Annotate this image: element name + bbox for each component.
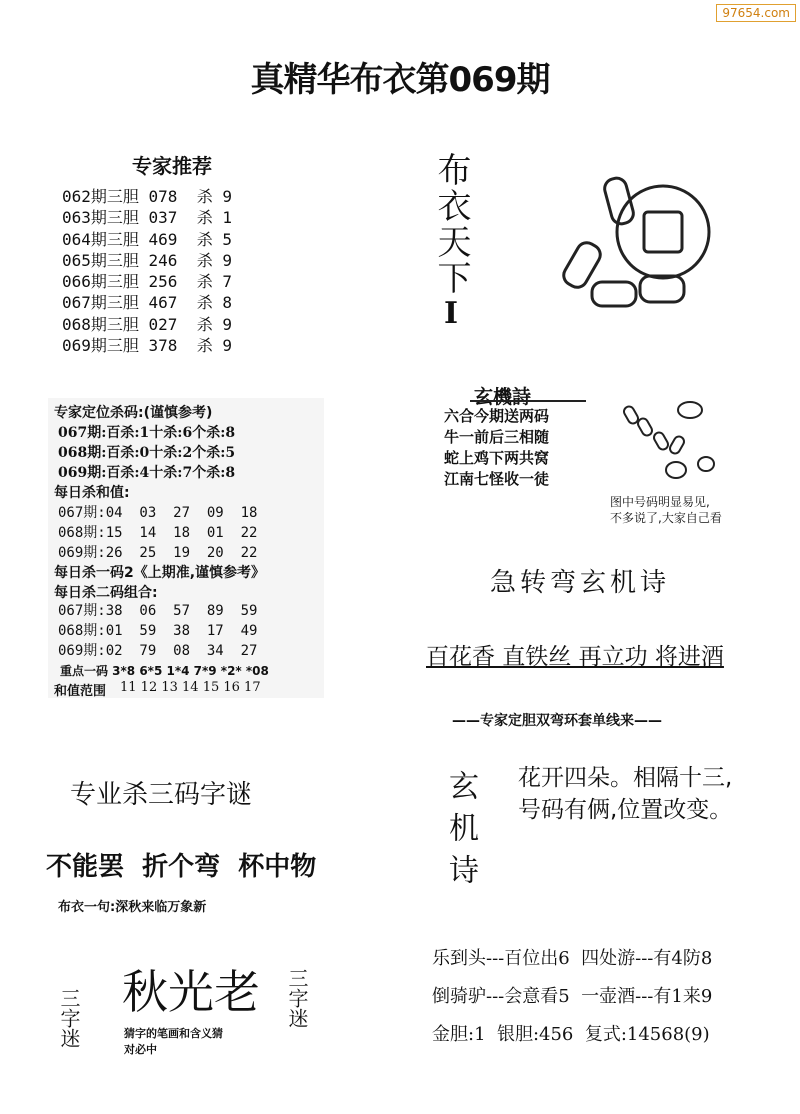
poem-line: 号码有俩,位置改变。 [518, 797, 733, 823]
riddle-side-label-right: 三字迷 [285, 968, 309, 1028]
list-item: 062期三胆 078 杀 9 [62, 187, 232, 206]
jizhuan-heading: 急转弯玄机诗 [490, 568, 671, 598]
list-item: 069期:26 25 19 20 22 [58, 545, 258, 561]
kill-one-heading: 每日杀一码2《上期准,谨慎参考》 [54, 565, 266, 581]
xuanji-poem-heading: 玄機詩 [474, 386, 532, 408]
list-item: 068期三胆 027 杀 9 [62, 314, 232, 334]
riddle-hint [124, 1026, 223, 1058]
expert-dingdan-heading: ——专家定胆双弯环套单线来—— [452, 713, 662, 729]
note-line: 图中号码明显易见, [610, 495, 710, 509]
kill-pos-heading: 专家定位杀码:(谨慎参考) [54, 405, 213, 421]
dingdan-riddles [432, 940, 712, 1054]
list-item: 065期三胆 246 杀 9 [62, 250, 232, 270]
list-item: 068期:01 59 38 17 49 [58, 623, 258, 639]
kill-three-clues: 不能罢 折个弯 杯中物 [46, 852, 317, 882]
sum-range-values: 11 12 13 14 15 16 17 [120, 680, 261, 695]
list-item: 069期:02 79 08 34 27 [58, 643, 258, 659]
dingdan-vertical: 玄机诗 [443, 770, 478, 896]
riddle-line: 金胆:1 银胆:456 复式:14568(9) [432, 1024, 710, 1045]
coin-chain-small-icon [616, 396, 736, 484]
coin-chain-icon [548, 172, 718, 320]
list-item: 067期:百杀:1十杀:6个杀:8 [58, 425, 236, 441]
jizhuan-line: 百花香 直铁丝 再立功 将进酒 [426, 644, 724, 670]
list-item: 064期三胆 469 杀 5 [62, 229, 232, 249]
list-item: 068期:15 14 18 01 22 [58, 525, 258, 541]
buyi-tianxia-suffix: I [444, 296, 459, 331]
riddle-word: 秋光老 [122, 965, 260, 1019]
list-item: 063期三胆 037 杀 1 [62, 208, 232, 228]
sum-range-label: 和值范围 [54, 684, 107, 699]
buyi-line: 布衣一句:深秋来临万象新 [58, 900, 207, 915]
site-watermark: 97654.com [716, 4, 796, 22]
heading-underline [470, 400, 586, 402]
xuanji-poem-lines [444, 406, 549, 490]
hint-line: 猜字的笔画和含义猜 [124, 1027, 223, 1040]
poem-line: 江南七怪收一徒 [444, 470, 550, 488]
kill-two-heading: 每日杀二码组合: [54, 585, 158, 601]
expert-rec-list [62, 186, 232, 356]
list-item: 067期:04 03 27 09 18 [58, 505, 258, 521]
riddle-side-label-left: 三字迷 [57, 988, 81, 1048]
daily-sum-heading: 每日杀和值: [54, 485, 130, 501]
dingdan-lines [518, 762, 732, 826]
xuanji-note [610, 494, 722, 526]
poem-line: 蛇上鸡下两共窝 [444, 449, 550, 467]
riddle-line: 倒骑驴---会意看5 一壶酒---有1来9 [432, 986, 713, 1007]
riddle-line: 乐到头---百位出6 四处游---有4防8 [432, 948, 713, 969]
list-item: 067期:38 06 57 89 59 [58, 603, 258, 619]
poem-line: 牛一前后三相随 [444, 428, 550, 446]
page-title: 真精华布衣第069期 [250, 60, 550, 100]
list-item: 068期:百杀:0十杀:2个杀:5 [58, 445, 236, 461]
kill-three-heading: 专业杀三码字谜 [70, 780, 253, 810]
poem-line: 六合今期送两码 [444, 407, 550, 425]
key-points: 重点一码 3*8 6*5 1*4 7*9 *2* *08 [60, 664, 269, 678]
list-item: 066期三胆 256 杀 7 [62, 272, 232, 292]
note-line: 不多说了,大家自己看 [610, 511, 722, 525]
hint-line: 对必中 [124, 1043, 157, 1056]
expert-rec-heading: 专家推荐 [132, 154, 212, 178]
kill-section [48, 398, 324, 698]
poem-line: 花开四朵。相隔十三, [518, 765, 733, 791]
list-item: 067期三胆 467 杀 8 [62, 293, 232, 313]
list-item: 069期:百杀:4十杀:7个杀:8 [58, 465, 236, 481]
buyi-tianxia-vertical: 布衣天下 [431, 152, 471, 296]
list-item: 069期三胆 378 杀 9 [62, 336, 232, 356]
